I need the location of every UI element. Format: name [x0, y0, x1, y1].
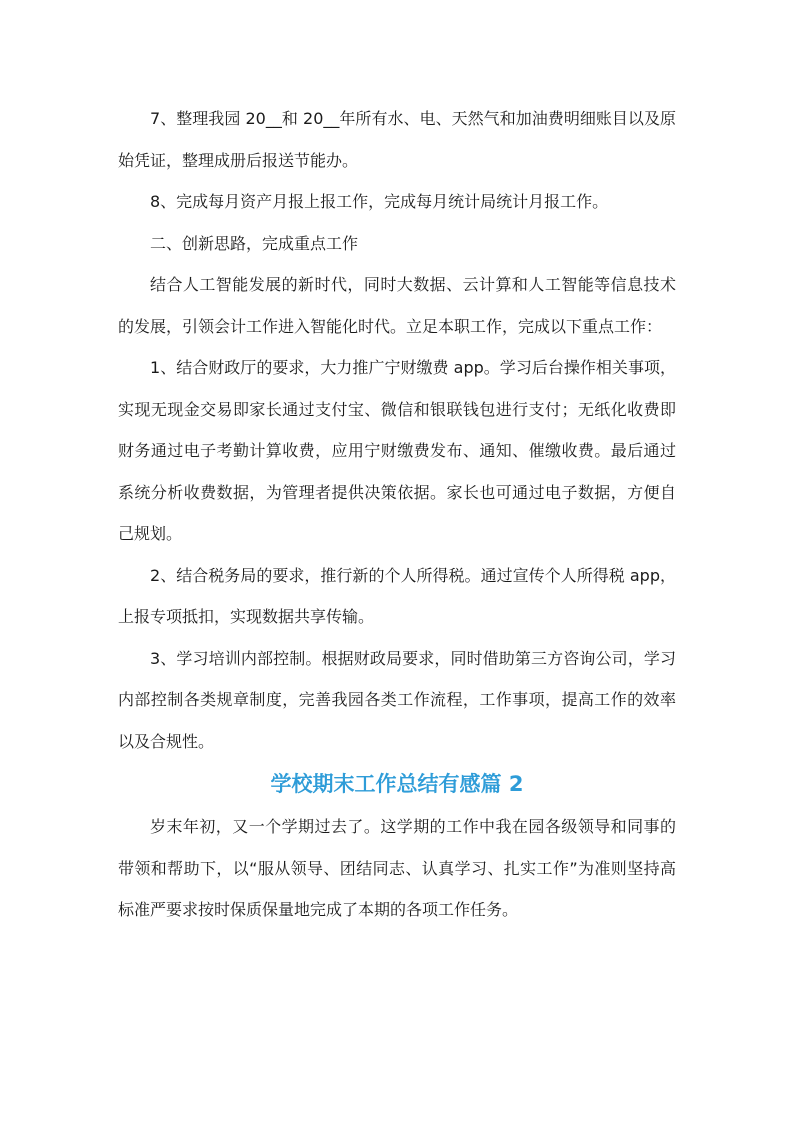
- section-title: 学校期末工作总结有感篇 2: [270, 772, 524, 796]
- document-body: [118, 98, 676, 931]
- paragraph-item-7: 7、整理我园 20__和 20__年所有水、电、天然气和加油费明细账目以及原始凭证，整理成册后报送节能办。: [118, 109, 676, 170]
- paragraph-point-2: 2、结合税务局的要求，推行新的个人所得税。通过宣传个人所得税 app，上报专项抵扣，实现数据共享传输。: [118, 565, 676, 626]
- paragraph-point-1: 1、结合财政厅的要求，大力推广宁财缴费 app。学习后台操作相关事项，实现无现金交易即家长通过支付宝、微信和银联钱包进行支付；无纸化收费即财务通过电子考勤计算收费，应用宁财缴费发布、通知、催缴收费。最后通过系统分析收费数据，为管理者提供决策依据。家长也可通过电子数据，方便自己规划。: [118, 358, 676, 543]
- paragraph-intro: 结合人工智能发展的新时代，同时大数据、云计算和人工智能等信息技术的发展，引领会计工作进入智能化时代。立足本职工作，完成以下重点工作：: [118, 275, 676, 336]
- paragraph-item-8: 8、完成每月资产月报上报工作，完成每月统计局统计月报工作。: [150, 192, 609, 211]
- section-subheading: 二、创新思路，完成重点工作: [150, 233, 359, 253]
- paragraph-point-3: 3、学习培训内部控制。根据财政局要求，同时借助第三方咨询公司，学习内部控制各类规章制度，完善我园各类工作流程，工作事项，提高工作的效率以及合规性。: [118, 648, 676, 751]
- paragraph-summary: 岁末年初，又一个学期过去了。这学期的工作中我在园各级领导和同事的带领和帮助下，以“服从领导、团结同志、认真学习、扎实工作”为准则坚持高标准严要求按时保质保量地完成了本期的各项工作任务。: [118, 817, 676, 919]
